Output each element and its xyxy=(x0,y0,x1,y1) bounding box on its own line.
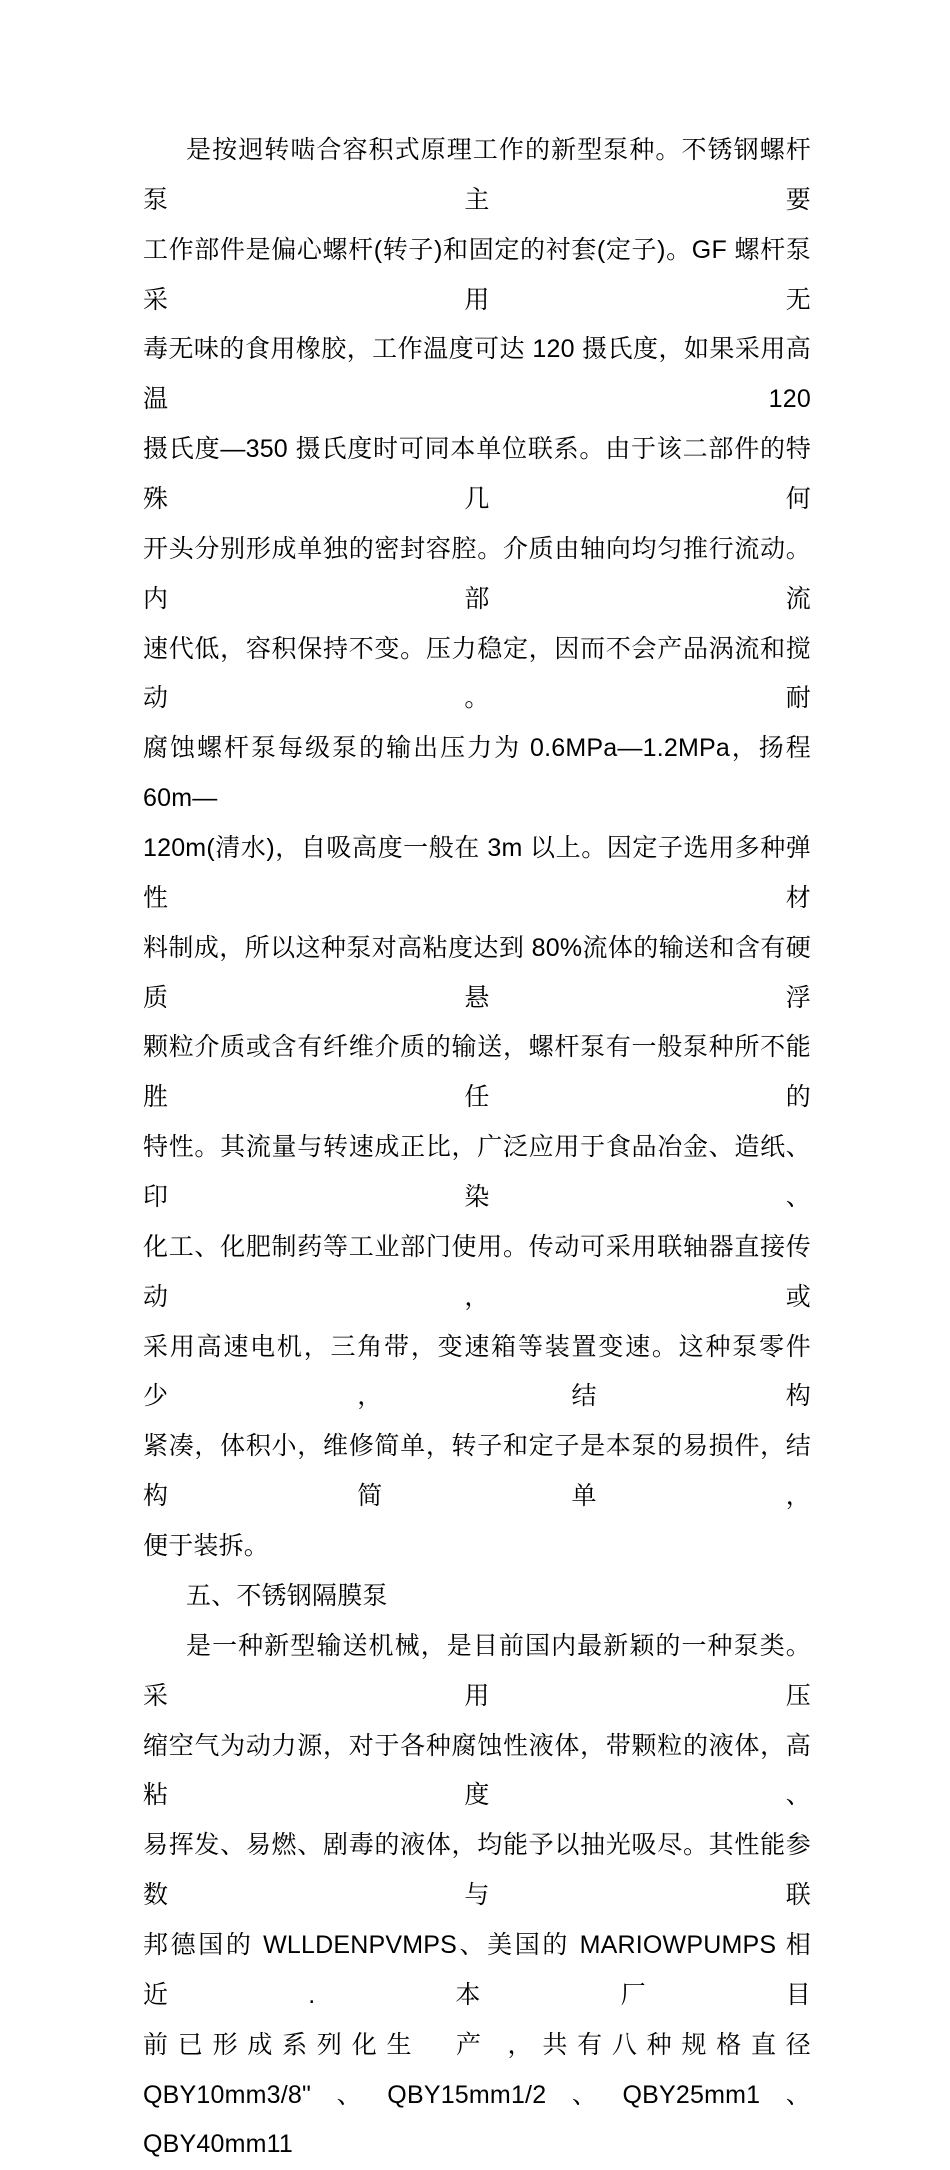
text-line: 开头分别形成单独的密封容腔。介质由轴向均匀推行流动。内部流 xyxy=(143,534,811,613)
text-line: 化工、化肥制药等工业部门使用。传动可采用联轴器直接传动，或 xyxy=(143,1232,811,1311)
text-line: 便于装拆。 xyxy=(143,1532,270,1561)
text-line: 120m(清水)，自吸高度一般在 3m 以上。因定子选用多种弹性材 xyxy=(143,834,811,912)
text-line: 是按迥转啮合容积式原理工作的新型泵种。不锈钢螺杆泵主要 xyxy=(143,136,811,214)
text-line: 颗粒介质或含有纤维介质的输送，螺杆泵有一般泵种所不能胜任的 xyxy=(143,1033,811,1112)
text-line: 工作部件是偏心螺杆(转子)和固定的衬套(定子)。GF 螺杆泵采用无 xyxy=(143,235,811,314)
text-line: QBY10mm3/8"、QBY15mm1/2、QBY25mm1、QBY40mm11 xyxy=(143,2080,811,2159)
text-line: 易挥发、易燃、剧毒的液体，均能予以抽光吸尽。其性能参数与联 xyxy=(143,1831,811,1910)
text-line: 紧凑，体积小，维修简单，转子和定子是本泵的易损件，结构简单， xyxy=(143,1432,811,1511)
text-line: 毒无味的食用橡胶，工作温度可达 120 摄氏度，如果采用高温 120 xyxy=(143,335,811,414)
text-line: 腐蚀螺杆泵每级泵的输出压力为 0.6MPa—1.2MPa，扬程 60m— xyxy=(143,734,819,813)
text-line: 速代低，容积保持不变。压力稳定，因而不会产品涡流和搅动。耐 xyxy=(143,634,811,713)
text-line: 料制成，所以这种泵对高粘度达到 80%流体的输送和含有硬质悬浮 xyxy=(143,933,811,1012)
document-body xyxy=(143,126,819,2170)
text-line: 邦德国的 WLLDENPVMPS、美国的 MARIOWPUMPS 相近.本厂目 xyxy=(143,1930,811,2009)
text-line: 特性。其流量与转速成正比，广泛应用于食品冶金、造纸、印染、 xyxy=(143,1133,811,1212)
text-line: 是一种新型输送机械，是目前国内最新颖的一种泵类。采用压 xyxy=(143,1631,811,1710)
text-line: 采用高速电机，三角带，变速箱等装置变速。这种泵零件少，结构 xyxy=(143,1332,811,1411)
text-line: 缩空气为动力源，对于各种腐蚀性液体，带颗粒的液体，高粘度、 xyxy=(143,1731,811,1810)
text-line: 摄氏度—350 摄氏度时可同本单位联系。由于该二部件的特殊几何 xyxy=(143,435,811,514)
text-line: 前已形成系列化生 产 ，共有八种规格直径 xyxy=(143,2030,811,2059)
text-line: 五、不锈钢隔膜泵 xyxy=(186,1581,388,1610)
